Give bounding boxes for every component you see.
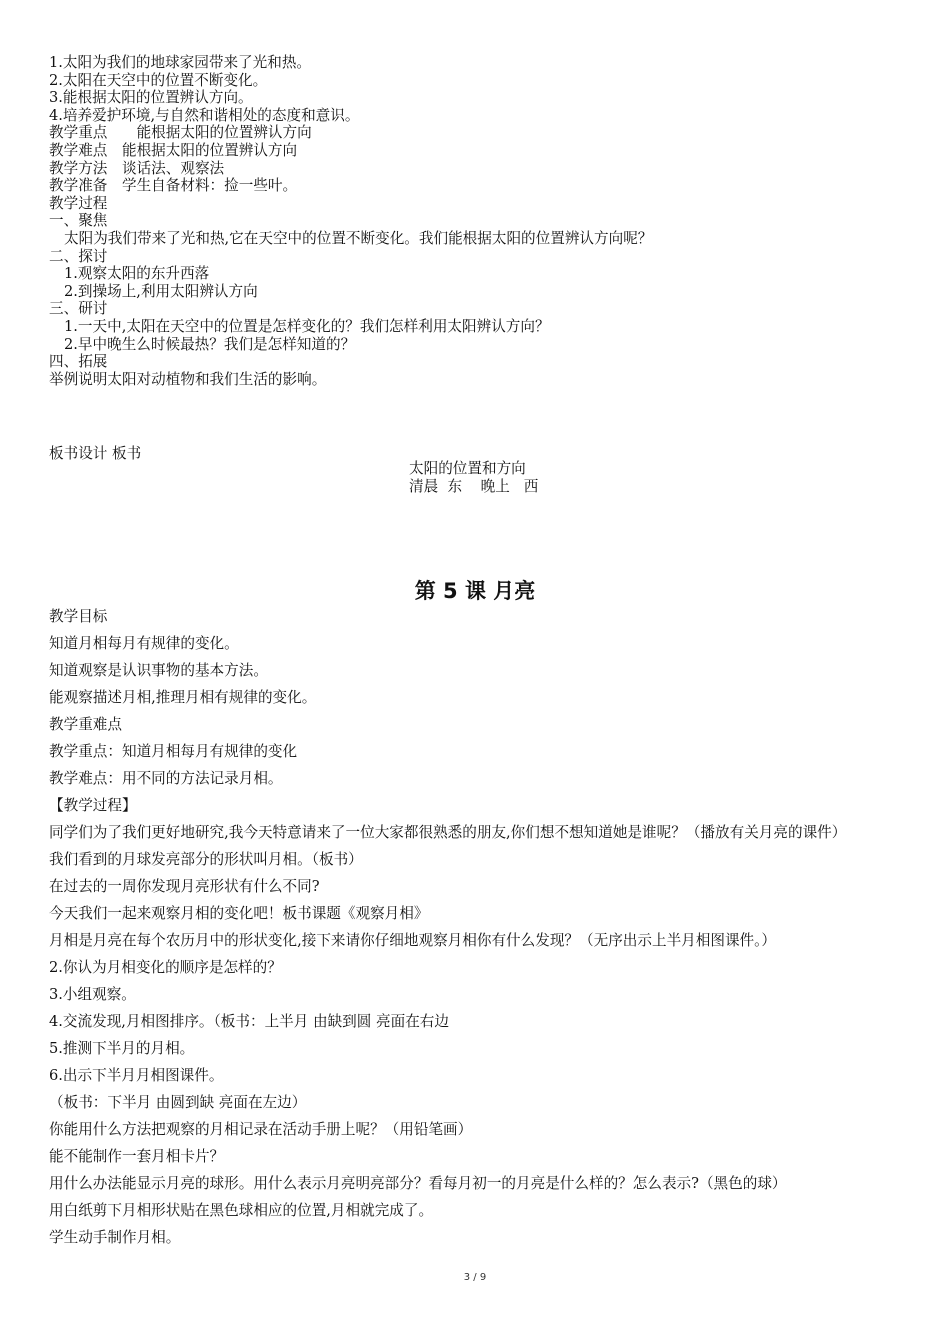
- text-line: 能观察描述月相,推理月相有规律的变化。: [49, 689, 317, 706]
- lesson-4-tail: [49, 54, 909, 388]
- text-line: 能不能制作一套月相卡片？: [49, 1148, 225, 1165]
- board-content: [409, 460, 538, 495]
- preparation: 教学准备 学生自备材料：捡一些叶。: [49, 177, 298, 195]
- text-line: 教学重点：知道月相每月有规律的变化: [49, 743, 298, 760]
- section-3-item: 2.早中晚生么时候最热？我们是怎样知道的？: [64, 335, 356, 353]
- section-1-title: 一、聚焦: [49, 212, 108, 230]
- section-2-item: 2.到操场上,利用太阳辨认方向: [64, 282, 258, 300]
- text-line: 知道月相每月有规律的变化。: [49, 635, 239, 652]
- text-line: 用白纸剪下月相形状贴在黑色球相应的位置,月相就完成了。: [49, 1202, 434, 1219]
- text-line: 月相是月亮在每个农历月中的形状变化,接下来请你仔细地观察月相你有什么发现？（无序出示上半月相图课件。）: [49, 932, 777, 949]
- method: 教学方法 谈话法、观察法: [49, 159, 225, 177]
- text-line: 教学难点：用不同的方法记录月相。: [49, 770, 283, 787]
- text-line: 同学们为了我们更好地研究,我今天特意请来了一位大家都很熟悉的朋友,你们想不想知道她是谁呢？（播放有关月亮的课件）: [49, 824, 847, 841]
- goal-line: 1.太阳为我们的地球家园带来了光和热。: [49, 54, 312, 71]
- text-line: 6.出示下半月月相图课件。: [49, 1067, 224, 1084]
- lesson-title: 第 5 课 月亮: [414, 579, 536, 603]
- section-3-title: 三、研讨: [49, 300, 108, 318]
- text-line: 5.推测下半月的月相。: [49, 1040, 195, 1057]
- text-line: 3.小组观察。: [49, 986, 136, 1003]
- text-line: 知道观察是认识事物的基本方法。: [49, 662, 268, 679]
- text-line: 我们看到的月球发亮部分的形状叫月相。（板书）: [49, 851, 363, 868]
- difficulty: 教学难点 能根据太阳的位置辨认方向: [49, 141, 298, 159]
- key-point: 教学重点 能根据太阳的位置辨认方向: [49, 124, 312, 142]
- text-line: 今天我们一起来观察月相的变化吧！板书课题《观察月相》: [49, 905, 429, 922]
- board-heading: 太阳的位置和方向: [409, 460, 526, 477]
- text-line: 在过去的一周你发现月亮形状有什么不同?: [49, 878, 320, 895]
- goal-line: 3.能根据太阳的位置辨认方向。: [49, 89, 253, 107]
- text-line: （板书：下半月 由圆到缺 亮面在左边）: [49, 1094, 307, 1111]
- goal-line: 2.太阳在天空中的位置不断变化。: [49, 71, 268, 89]
- text-line: 用什么办法能显示月亮的球形。用什么表示月亮明亮部分？看每月初一的月亮是什么样的？怎么表示?（黑色的球）: [49, 1175, 787, 1192]
- text-line: 教学目标: [49, 608, 108, 625]
- board-line: 清晨 东 晚上 西: [409, 477, 539, 495]
- lesson-5-body: [49, 603, 901, 1251]
- text-line: 2.你认为月相变化的顺序是怎样的？: [49, 959, 282, 976]
- section-2-title: 二、探讨: [49, 247, 108, 265]
- section-3-item: 1.一天中,太阳在天空中的位置是怎样变化的？我们怎样利用太阳辨认方向？: [64, 317, 550, 335]
- text-line: 你能用什么方法把观察的月相记录在活动手册上呢？（用铅笔画）: [49, 1121, 473, 1138]
- section-4-title: 四、拓展: [49, 353, 108, 371]
- section-2-item: 1.观察太阳的东升西落: [64, 265, 210, 283]
- text-line: 教学重难点: [49, 716, 122, 733]
- goal-line: 4.培养爱护环境,与自然和谐相处的态度和意识。: [49, 106, 360, 124]
- text-line: 4.交流发现,月相图排序。（板书：上半月 由缺到圆 亮面在右边: [49, 1013, 449, 1030]
- text-line: 【教学过程】: [49, 797, 137, 814]
- text-line: 学生动手制作月相。: [49, 1229, 181, 1246]
- section-1-text: 太阳为我们带来了光和热,它在天空中的位置不断变化。我们能根据太阳的位置辨认方向呢？: [64, 229, 653, 247]
- process-heading: 教学过程: [49, 194, 108, 212]
- section-4-text: 举例说明太阳对动植物和我们生活的影响。: [49, 370, 327, 388]
- board-label: 板书设计 板书: [49, 445, 142, 462]
- page-number: 3 / 9: [463, 1272, 487, 1283]
